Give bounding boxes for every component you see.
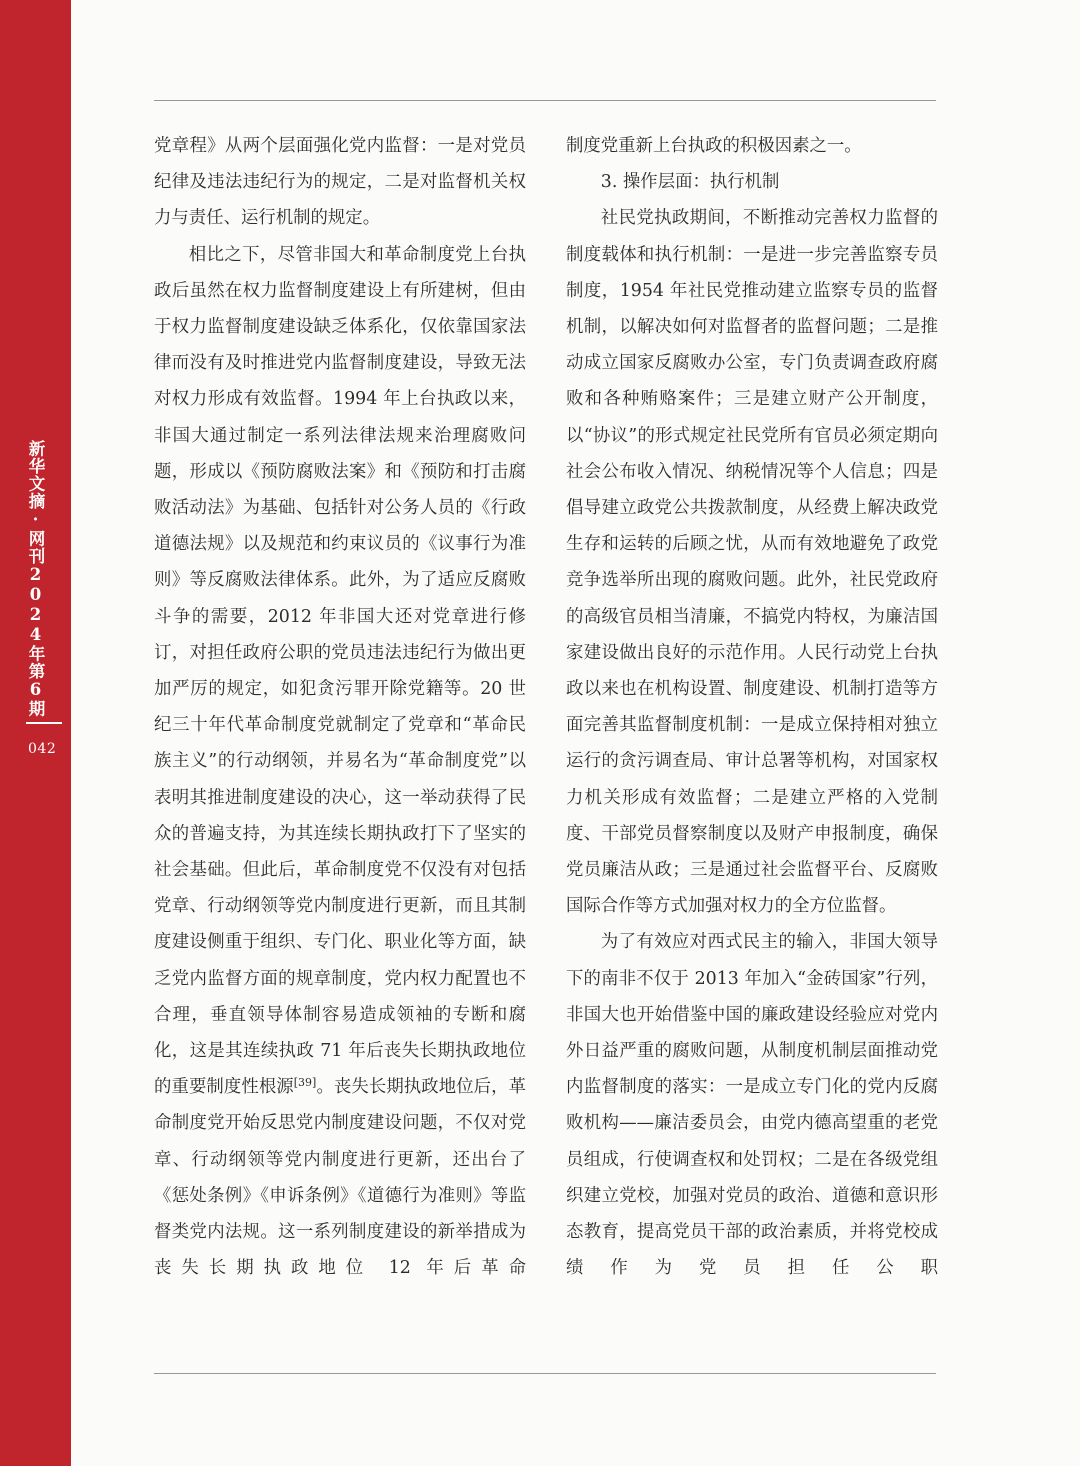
citation-marker: [39] bbox=[293, 1076, 317, 1090]
header-rule bbox=[154, 100, 936, 101]
footer-rule bbox=[154, 1373, 936, 1374]
paragraph bbox=[154, 237, 526, 1287]
left-column bbox=[154, 128, 526, 1287]
paragraph: 制度党重新上台执政的积极因素之一。 bbox=[566, 136, 862, 156]
right-column bbox=[566, 128, 938, 1287]
sidebar bbox=[0, 0, 71, 1466]
paragraph: 社民党执政期间，不断推动完善权力监督的制度载体和执行机制：一是进一步完善监察专员制度，1954 年社民党推动建立监察专员的监督机制，以解决如何对监督者的监督问题；二是推动成立国家反腐败办公室，专门负责调查政府腐败和各种贿赂案件；三是建立财产公开制度，以“协议”的形式规定社民党所有官员必须定期向社会公布收入情况、纳税情况等个人信息；四是倡导建立政党公共拨款制度，从经费上解决政党生存和运转的后顾之忧，从而有效地避免了政党竞争选举所出现的腐败问题。此外，社民党政府的高级官员相当清廉，不搞党内特权，为廉洁国家建设做出良好的示范作用。人民行动党上台执政以来也在机构设置、制度建设、机制打造等方面完善其监督制度机制：一是成立保持相对独立运行的贪污调查局、审计总署等机构，对国家权力机关形成有效监督；二是建立严格的入党制度、干部党员督察制度以及财产申报制度，确保党员廉洁从政；三是通过社会监督平台、反腐败国际合作等方式加强对权力的全方位监督。 bbox=[566, 208, 938, 917]
paragraph-text: 相比之下，尽管非国大和革命制度党上台执政后虽然在权力监督制度建设上有所建树，但由于权力监督制度建设缺乏体系化，仅依靠国家法律而没有及时推进党内监督制度建设，导致无法对权力形成有效监督。1994 年上台执政以来，非国大通过制定一系列法律法规来治理腐败问题，形成以《预防腐败法案》和《预防和打击腐败活动法》为基础、包括针对公务人员的《行政道德法规》以及规范和约束议员的《议事行为准则》等反腐败法律体系。此外，为了适应反腐败斗争的需要，2012 年非国大还对党章进行修订，对担任政府公职的党员违法违纪行为做出更加严厉的规定，如犯贪污罪开除党籍等。20 世纪三十年代革命制度党就制定了党章和“革命民族主义”的行动纲领，并易名为“革命制度党”以表明其推进制度建设的决心，这一举动获得了民众的普遍支持，为其连续长期执政打下了坚实的社会基础。但此后，革命制度党不仅没有对包括党章、行动纲领等党内制度进行更新，而且其制度建设侧重于组织、专门化、职业化等方面，缺乏党内监督方面的规章制度，党内权力配置也不合理，垂直领导体制容易造成领袖的专断和腐化，这是其连续执政 71 年后丧失长期执政地位的重要制度性根源 bbox=[154, 244, 526, 1098]
paragraph: 党章程》从两个层面强化党内监督：一是对党员纪律及违法违纪行为的规定，二是对监督机关权力与责任、运行机制的规定。 bbox=[154, 136, 526, 229]
paragraph-text: 。丧失长期执政地位后，革命制度党开始反思党内制度建设问题，不仅对党章、行动纲领等党内制度进行更新，还出台了《惩处条例》《申诉条例》《道德行为准则》等监督类党内法规。这一系列制度建设的新举措成为丧失长期执政地位 12 年后革命 bbox=[154, 1077, 526, 1279]
page-number: 042 bbox=[28, 741, 57, 757]
paragraph: 为了有效应对西式民主的输入，非国大领导下的南非不仅于 2013 年加入“金砖国家”行列，非国大也开始借鉴中国的廉政建设经验应对党内外日益严重的腐败问题，从制度机制层面推动党内监督制度的落实：一是成立专门化的党内反腐败机构——廉洁委员会，由党内德高望重的老党员组成，行使调查权和处罚权；二是在各级党组织建立党校，加强对党员的政治、道德和意识形态教育，提高党员干部的政治素质，并将党校成绩作为党员担任公职 bbox=[566, 932, 938, 1279]
journal-title: 新华文摘·网刊2024年第6期 bbox=[26, 440, 45, 718]
sidebar-divider bbox=[26, 722, 62, 724]
section-heading: 3. 操作层面：执行机制 bbox=[600, 172, 780, 193]
